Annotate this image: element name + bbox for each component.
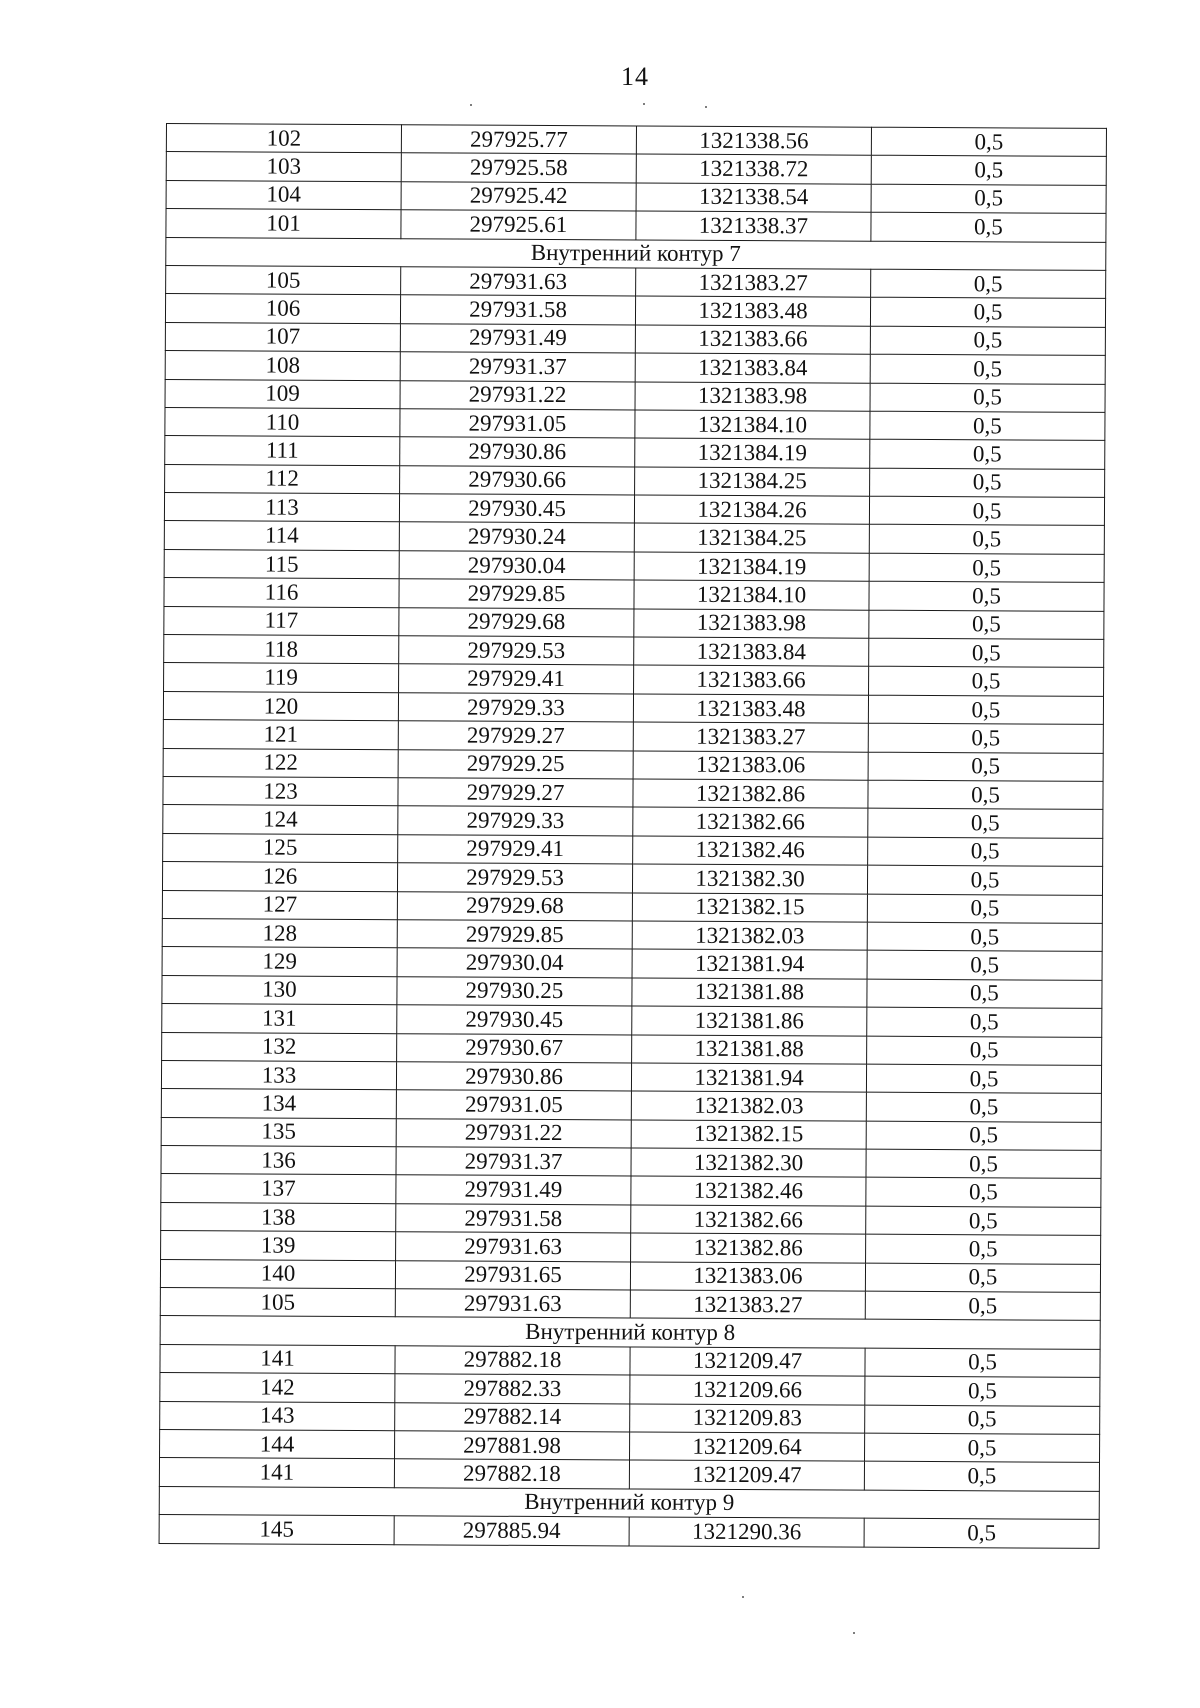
- point-number-cell: 133: [161, 1060, 396, 1090]
- y-coordinate-cell: 1321381.88: [632, 978, 867, 1008]
- point-number-cell: 126: [162, 862, 397, 892]
- point-number-cell: 134: [161, 1089, 396, 1119]
- scan-speck: [853, 1632, 855, 1634]
- precision-cell: 0,5: [865, 1348, 1100, 1378]
- y-coordinate-cell: 1321383.48: [635, 296, 870, 326]
- point-number-cell: 104: [166, 180, 401, 210]
- point-number-cell: 138: [161, 1202, 396, 1232]
- point-number-cell: 121: [163, 720, 398, 750]
- precision-cell: 0,5: [865, 1291, 1100, 1321]
- point-number-cell: 111: [165, 436, 400, 466]
- x-coordinate-cell: 297930.86: [400, 437, 635, 467]
- y-coordinate-cell: 1321381.88: [632, 1034, 867, 1064]
- precision-cell: 0,5: [868, 695, 1103, 725]
- x-coordinate-cell: 297929.33: [398, 693, 633, 723]
- x-coordinate-cell: 297931.58: [400, 295, 635, 325]
- x-coordinate-cell: 297930.66: [400, 465, 635, 495]
- point-number-cell: 112: [165, 464, 400, 494]
- y-coordinate-cell: 1321382.66: [631, 1205, 866, 1235]
- y-coordinate-cell: 1321382.30: [631, 1148, 866, 1178]
- point-number-cell: 135: [161, 1117, 396, 1147]
- x-coordinate-cell: 297929.85: [399, 579, 634, 609]
- y-coordinate-cell: 1321383.98: [634, 609, 869, 639]
- point-number-cell: 123: [163, 776, 398, 806]
- precision-cell: 0,5: [871, 127, 1106, 157]
- precision-cell: 0,5: [871, 184, 1106, 214]
- x-coordinate-cell: 297881.98: [395, 1431, 630, 1461]
- x-coordinate-cell: 297925.42: [401, 182, 636, 212]
- precision-cell: 0,5: [870, 298, 1105, 328]
- x-coordinate-cell: 297882.14: [395, 1402, 630, 1432]
- y-coordinate-cell: 1321384.25: [635, 467, 870, 497]
- x-coordinate-cell: 297930.04: [397, 948, 632, 978]
- x-coordinate-cell: 297930.04: [399, 551, 634, 581]
- point-number-cell: 142: [160, 1373, 395, 1403]
- x-coordinate-cell: 297930.67: [397, 1033, 632, 1063]
- x-coordinate-cell: 297929.68: [399, 607, 634, 637]
- x-coordinate-cell: 297925.58: [401, 153, 636, 183]
- x-coordinate-cell: 297929.27: [398, 778, 633, 808]
- precision-cell: 0,5: [868, 723, 1103, 753]
- x-coordinate-cell: 297925.77: [401, 125, 636, 155]
- x-coordinate-cell: 297929.41: [398, 834, 633, 864]
- point-number-cell: 125: [163, 833, 398, 863]
- y-coordinate-cell: 1321382.15: [631, 1120, 866, 1150]
- point-number-cell: 119: [164, 663, 399, 693]
- x-coordinate-cell: 297929.41: [399, 664, 634, 694]
- x-coordinate-cell: 297931.05: [396, 1090, 631, 1120]
- precision-cell: 0,5: [871, 156, 1106, 186]
- y-coordinate-cell: 1321209.47: [629, 1460, 864, 1490]
- point-number-cell: 103: [166, 152, 401, 182]
- precision-cell: 0,5: [868, 780, 1103, 810]
- precision-cell: 0,5: [871, 269, 1106, 299]
- precision-cell: 0,5: [865, 1433, 1100, 1463]
- point-number-cell: 115: [164, 549, 399, 579]
- x-coordinate-cell: 297885.94: [394, 1516, 629, 1546]
- y-coordinate-cell: 1321209.66: [630, 1375, 865, 1405]
- table-row: [159, 1515, 1099, 1548]
- precision-cell: 0,5: [869, 610, 1104, 640]
- y-coordinate-cell: 1321382.03: [631, 1091, 866, 1121]
- point-number-cell: 107: [165, 322, 400, 352]
- y-coordinate-cell: 1321209.83: [630, 1404, 865, 1434]
- x-coordinate-cell: 297882.18: [394, 1459, 629, 1489]
- x-coordinate-cell: 297931.63: [396, 1232, 631, 1262]
- x-coordinate-cell: 297931.63: [401, 267, 636, 297]
- x-coordinate-cell: 297931.37: [400, 352, 635, 382]
- x-coordinate-cell: 297929.27: [398, 721, 633, 751]
- scan-speck: [643, 103, 645, 105]
- point-number-cell: 101: [166, 209, 401, 239]
- y-coordinate-cell: 1321338.72: [636, 154, 871, 184]
- precision-cell: 0,5: [870, 354, 1105, 384]
- x-coordinate-cell: 297925.61: [401, 210, 636, 240]
- precision-cell: 0,5: [867, 922, 1102, 952]
- precision-cell: 0,5: [870, 411, 1105, 441]
- x-coordinate-cell: 297931.65: [395, 1260, 630, 1290]
- precision-cell: 0,5: [866, 1206, 1101, 1236]
- y-coordinate-cell: 1321383.84: [634, 637, 869, 667]
- precision-cell: 0,5: [867, 865, 1102, 895]
- x-coordinate-cell: 297882.18: [395, 1346, 630, 1376]
- point-number-cell: 102: [166, 124, 401, 154]
- point-number-cell: 105: [166, 265, 401, 295]
- point-number-cell: 120: [163, 691, 398, 721]
- y-coordinate-cell: 1321381.86: [632, 1006, 867, 1036]
- coordinates-table: [159, 123, 1107, 1548]
- y-coordinate-cell: 1321338.54: [636, 183, 871, 213]
- y-coordinate-cell: 1321383.06: [630, 1262, 865, 1292]
- point-number-cell: 144: [160, 1429, 395, 1459]
- point-number-cell: 141: [159, 1458, 394, 1488]
- scan-speck: [470, 104, 472, 106]
- point-number-cell: 113: [164, 493, 399, 523]
- x-coordinate-cell: 297929.68: [397, 891, 632, 921]
- point-number-cell: 118: [164, 635, 399, 665]
- point-number-cell: 143: [160, 1401, 395, 1431]
- point-number-cell: 130: [162, 975, 397, 1005]
- point-number-cell: 114: [164, 521, 399, 551]
- precision-cell: 0,5: [866, 1234, 1101, 1264]
- point-number-cell: 117: [164, 606, 399, 636]
- point-number-cell: 106: [165, 294, 400, 324]
- precision-cell: 0,5: [865, 1376, 1100, 1406]
- page-number: 14: [621, 62, 649, 91]
- y-coordinate-cell: 1321382.86: [631, 1233, 866, 1263]
- precision-cell: 0,5: [869, 525, 1104, 555]
- point-number-cell: 145: [159, 1515, 394, 1545]
- point-number-cell: 128: [162, 918, 397, 948]
- precision-cell: 0,5: [869, 496, 1104, 526]
- x-coordinate-cell: 297931.49: [396, 1175, 631, 1205]
- point-number-cell: 116: [164, 578, 399, 608]
- point-number-cell: 105: [160, 1288, 395, 1318]
- x-coordinate-cell: 297929.33: [398, 806, 633, 836]
- point-number-cell: 132: [162, 1032, 397, 1062]
- precision-cell: 0,5: [864, 1518, 1099, 1548]
- y-coordinate-cell: 1321382.03: [632, 921, 867, 951]
- point-number-cell: 110: [165, 407, 400, 437]
- y-coordinate-cell: 1321381.94: [632, 949, 867, 979]
- x-coordinate-cell: 297931.49: [400, 323, 635, 353]
- precision-cell: 0,5: [867, 951, 1102, 981]
- y-coordinate-cell: 1321383.48: [633, 694, 868, 724]
- x-coordinate-cell: 297931.58: [396, 1204, 631, 1234]
- precision-cell: 0,5: [865, 1405, 1100, 1435]
- y-coordinate-cell: 1321382.66: [633, 807, 868, 837]
- x-coordinate-cell: 297930.25: [397, 976, 632, 1006]
- precision-cell: 0,5: [866, 1149, 1101, 1179]
- y-coordinate-cell: 1321383.66: [634, 665, 869, 695]
- contour-header-label: Внутренний контур 9: [159, 1486, 1099, 1519]
- coordinates-table-body: [159, 124, 1106, 1548]
- contour-header-label: Внутренний контур 8: [160, 1316, 1100, 1349]
- precision-cell: 0,5: [868, 809, 1103, 839]
- y-coordinate-cell: 1321382.86: [633, 779, 868, 809]
- precision-cell: 0,5: [870, 383, 1105, 413]
- x-coordinate-cell: 297931.05: [400, 409, 635, 439]
- y-coordinate-cell: 1321384.10: [634, 580, 869, 610]
- y-coordinate-cell: 1321383.27: [636, 268, 871, 298]
- y-coordinate-cell: 1321338.56: [636, 126, 871, 156]
- point-number-cell: 139: [161, 1231, 396, 1261]
- y-coordinate-cell: 1321383.06: [633, 751, 868, 781]
- point-number-cell: 109: [165, 379, 400, 409]
- point-number-cell: 131: [162, 1004, 397, 1034]
- y-coordinate-cell: 1321338.37: [636, 211, 871, 241]
- y-coordinate-cell: 1321382.30: [632, 864, 867, 894]
- y-coordinate-cell: 1321383.98: [635, 381, 870, 411]
- precision-cell: 0,5: [867, 894, 1102, 924]
- point-number-cell: 137: [161, 1174, 396, 1204]
- precision-cell: 0,5: [865, 1263, 1100, 1293]
- scan-speck: [742, 1596, 744, 1598]
- precision-cell: 0,5: [870, 326, 1105, 356]
- precision-cell: 0,5: [869, 581, 1104, 611]
- precision-cell: 0,5: [864, 1462, 1099, 1492]
- contour-header-label: Внутренний контур 7: [166, 237, 1106, 270]
- y-coordinate-cell: 1321290.36: [629, 1517, 864, 1547]
- precision-cell: 0,5: [868, 837, 1103, 867]
- precision-cell: 0,5: [867, 1036, 1102, 1066]
- y-coordinate-cell: 1321383.66: [635, 325, 870, 355]
- precision-cell: 0,5: [868, 752, 1103, 782]
- y-coordinate-cell: 1321383.27: [633, 722, 868, 752]
- precision-cell: 0,5: [866, 1178, 1101, 1208]
- x-coordinate-cell: 297931.22: [400, 380, 635, 410]
- x-coordinate-cell: 297930.86: [396, 1062, 631, 1092]
- precision-cell: 0,5: [866, 1064, 1101, 1094]
- x-coordinate-cell: 297930.45: [399, 494, 634, 524]
- x-coordinate-cell: 297931.63: [395, 1289, 630, 1319]
- y-coordinate-cell: 1321384.10: [635, 410, 870, 440]
- x-coordinate-cell: 297929.85: [397, 920, 632, 950]
- x-coordinate-cell: 297882.33: [395, 1374, 630, 1404]
- x-coordinate-cell: 297930.45: [397, 1005, 632, 1035]
- point-number-cell: 127: [162, 890, 397, 920]
- precision-cell: 0,5: [870, 439, 1105, 469]
- x-coordinate-cell: 297930.24: [399, 522, 634, 552]
- point-number-cell: 136: [161, 1146, 396, 1176]
- x-coordinate-cell: 297931.22: [396, 1118, 631, 1148]
- precision-cell: 0,5: [867, 1007, 1102, 1037]
- point-number-cell: 108: [165, 351, 400, 381]
- y-coordinate-cell: 1321382.15: [632, 892, 867, 922]
- y-coordinate-cell: 1321382.46: [633, 836, 868, 866]
- y-coordinate-cell: 1321383.84: [635, 353, 870, 383]
- y-coordinate-cell: 1321381.94: [631, 1063, 866, 1093]
- x-coordinate-cell: 297931.37: [396, 1147, 631, 1177]
- point-number-cell: 141: [160, 1344, 395, 1374]
- precision-cell: 0,5: [871, 212, 1106, 242]
- y-coordinate-cell: 1321384.19: [635, 438, 870, 468]
- x-coordinate-cell: 297929.53: [397, 863, 632, 893]
- precision-cell: 0,5: [866, 1092, 1101, 1122]
- x-coordinate-cell: 297929.25: [398, 749, 633, 779]
- y-coordinate-cell: 1321382.46: [631, 1176, 866, 1206]
- point-number-cell: 140: [160, 1259, 395, 1289]
- y-coordinate-cell: 1321384.19: [634, 552, 869, 582]
- y-coordinate-cell: 1321209.47: [630, 1347, 865, 1377]
- point-number-cell: 122: [163, 748, 398, 778]
- precision-cell: 0,5: [869, 638, 1104, 668]
- y-coordinate-cell: 1321384.26: [634, 495, 869, 525]
- x-coordinate-cell: 297929.53: [399, 636, 634, 666]
- precision-cell: 0,5: [866, 1121, 1101, 1151]
- point-number-cell: 129: [162, 947, 397, 977]
- precision-cell: 0,5: [867, 979, 1102, 1009]
- y-coordinate-cell: 1321209.64: [630, 1432, 865, 1462]
- precision-cell: 0,5: [870, 468, 1105, 498]
- precision-cell: 0,5: [869, 667, 1104, 697]
- precision-cell: 0,5: [869, 553, 1104, 583]
- scan-speck: [705, 106, 707, 108]
- point-number-cell: 124: [163, 805, 398, 835]
- y-coordinate-cell: 1321384.25: [634, 523, 869, 553]
- y-coordinate-cell: 1321383.27: [630, 1290, 865, 1320]
